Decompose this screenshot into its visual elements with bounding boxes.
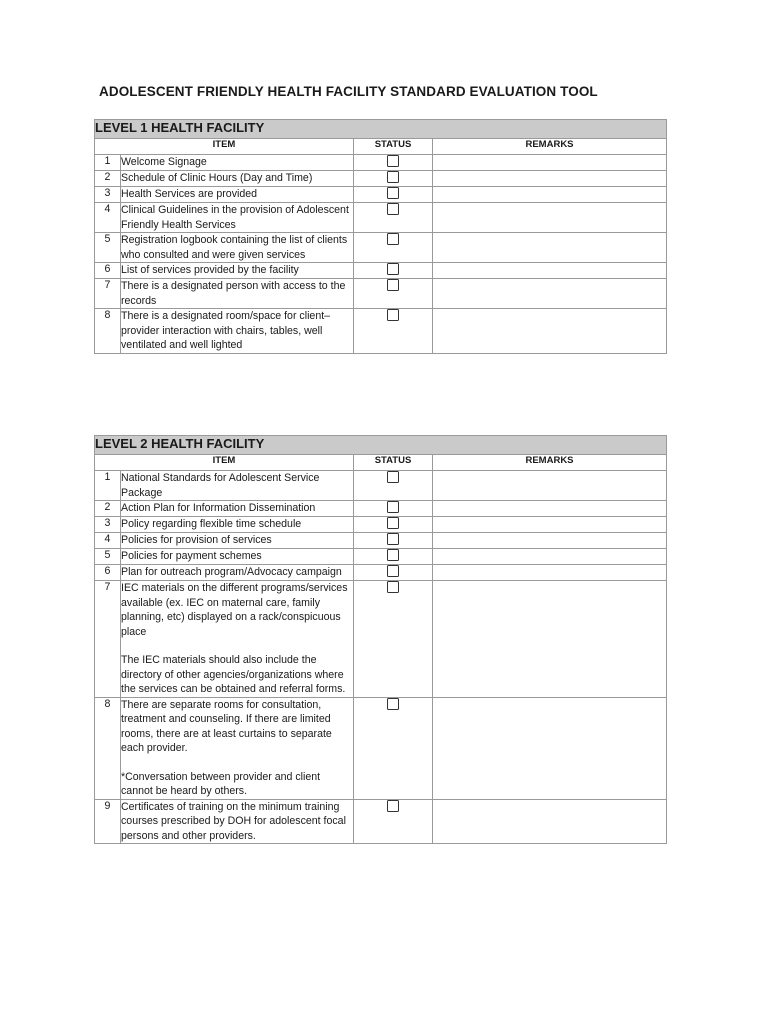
row-number: 6 — [95, 565, 121, 581]
item-description — [121, 203, 354, 233]
item-text: There are separate rooms for consultation, treatment and counseling. If there are limited rooms, there are at least curtains to separate each provider. — [121, 698, 332, 754]
row-number: 4 — [95, 533, 121, 549]
remarks-cell[interactable] — [433, 697, 667, 799]
row-number: 6 — [95, 263, 121, 279]
item-column-header: ITEM — [95, 455, 354, 471]
item-description — [121, 155, 354, 171]
status-cell — [354, 581, 433, 698]
row-number: 5 — [95, 233, 121, 263]
item-description — [121, 581, 354, 698]
table-row — [95, 533, 667, 549]
remarks-cell[interactable] — [433, 517, 667, 533]
status-cell — [354, 697, 433, 799]
remarks-column-header: REMARKS — [433, 139, 667, 155]
item-description — [121, 233, 354, 263]
status-checkbox[interactable] — [387, 309, 399, 321]
row-number: 3 — [95, 187, 121, 203]
status-checkbox[interactable] — [387, 533, 399, 545]
status-cell — [354, 171, 433, 187]
item-text: Certificates of training on the minimum training courses prescribed by DOH for adolescent focal persons and other providers. — [121, 800, 346, 842]
item-text: Policies for payment schemes — [121, 550, 262, 562]
item-text: Action Plan for Information Dissemination — [121, 502, 316, 514]
row-number: 1 — [95, 471, 121, 501]
remarks-cell[interactable] — [433, 501, 667, 517]
table-row — [95, 263, 667, 279]
remarks-cell[interactable] — [433, 581, 667, 698]
row-number: 8 — [95, 309, 121, 354]
remarks-cell[interactable] — [433, 203, 667, 233]
item-text: National Standards for Adolescent Service Package — [121, 472, 320, 499]
remarks-cell[interactable] — [433, 187, 667, 203]
item-text: The IEC materials should also include the directory of other agencies/organizations where the services can be obtained and referral forms. — [121, 654, 346, 695]
table-row — [95, 279, 667, 309]
status-cell — [354, 799, 433, 844]
status-cell — [354, 233, 433, 263]
item-column-header: ITEM — [95, 139, 354, 155]
table-row — [95, 517, 667, 533]
table-row — [95, 309, 667, 354]
row-number: 3 — [95, 517, 121, 533]
level-2-table — [94, 435, 667, 844]
status-checkbox[interactable] — [387, 565, 399, 577]
status-column-header: STATUS — [354, 139, 433, 155]
item-description — [121, 279, 354, 309]
item-description — [121, 549, 354, 565]
item-description — [121, 263, 354, 279]
table-row — [95, 565, 667, 581]
table-row — [95, 187, 667, 203]
status-checkbox[interactable] — [387, 549, 399, 561]
item-description — [121, 309, 354, 354]
status-checkbox[interactable] — [387, 203, 399, 215]
row-number: 7 — [95, 581, 121, 698]
row-number: 9 — [95, 799, 121, 844]
item-description — [121, 533, 354, 549]
status-cell — [354, 565, 433, 581]
item-text: IEC materials on the different programs/services available (ex. IEC on maternal care, family planning, etc) displayed on a rack/conspicuous place — [121, 582, 348, 638]
item-text: Schedule of Clinic Hours (Day and Time) — [121, 172, 313, 184]
item-description — [121, 501, 354, 517]
item-description — [121, 565, 354, 581]
status-checkbox[interactable] — [387, 279, 399, 291]
status-checkbox[interactable] — [387, 263, 399, 275]
remarks-cell[interactable] — [433, 533, 667, 549]
status-cell — [354, 187, 433, 203]
level-1-table — [94, 119, 667, 354]
row-number: 2 — [95, 171, 121, 187]
status-cell — [354, 471, 433, 501]
status-cell — [354, 549, 433, 565]
status-cell — [354, 309, 433, 354]
item-text: Clinical Guidelines in the provision of Adolescent Friendly Health Services — [121, 204, 349, 231]
table-row — [95, 549, 667, 565]
status-cell — [354, 155, 433, 171]
status-cell — [354, 203, 433, 233]
table-row — [95, 203, 667, 233]
item-description — [121, 471, 354, 501]
status-checkbox[interactable] — [387, 698, 399, 710]
table-row — [95, 501, 667, 517]
remarks-cell[interactable] — [433, 233, 667, 263]
item-description — [121, 697, 354, 799]
row-number: 4 — [95, 203, 121, 233]
remarks-cell[interactable] — [433, 309, 667, 354]
item-text: Policies for provision of services — [121, 534, 272, 546]
item-text: Welcome Signage — [121, 156, 207, 168]
table-row — [95, 155, 667, 171]
remarks-cell[interactable] — [433, 565, 667, 581]
status-cell — [354, 501, 433, 517]
status-checkbox[interactable] — [387, 187, 399, 199]
status-cell — [354, 517, 433, 533]
item-description — [121, 799, 354, 844]
status-checkbox[interactable] — [387, 581, 399, 593]
status-checkbox[interactable] — [387, 471, 399, 483]
table-row — [95, 799, 667, 844]
item-text: *Conversation between provider and client cannot be heard by others. — [121, 770, 321, 797]
item-text: Registration logbook containing the list of clients who consulted and were given services — [121, 234, 348, 261]
status-checkbox[interactable] — [387, 501, 399, 513]
table-row — [95, 171, 667, 187]
item-text: Health Services are provided — [121, 188, 258, 200]
level-1-heading: LEVEL 1 HEALTH FACILITY — [95, 120, 667, 139]
table-row — [95, 581, 667, 698]
remarks-cell[interactable] — [433, 155, 667, 171]
status-cell — [354, 263, 433, 279]
level-2-heading: LEVEL 2 HEALTH FACILITY — [95, 436, 667, 455]
row-number: 2 — [95, 501, 121, 517]
row-number: 5 — [95, 549, 121, 565]
status-cell — [354, 533, 433, 549]
row-number: 7 — [95, 279, 121, 309]
table-row — [95, 233, 667, 263]
item-text: Plan for outreach program/Advocacy campaign — [121, 566, 342, 578]
remarks-cell[interactable] — [433, 279, 667, 309]
status-checkbox[interactable] — [387, 171, 399, 183]
item-description — [121, 187, 354, 203]
status-checkbox[interactable] — [387, 800, 399, 812]
remarks-column-header: REMARKS — [433, 455, 667, 471]
item-description — [121, 171, 354, 187]
remarks-cell[interactable] — [433, 799, 667, 844]
remarks-cell[interactable] — [433, 263, 667, 279]
remarks-cell[interactable] — [433, 171, 667, 187]
remarks-cell[interactable] — [433, 549, 667, 565]
row-number: 8 — [95, 697, 121, 799]
remarks-cell[interactable] — [433, 471, 667, 501]
row-number: 1 — [95, 155, 121, 171]
table-row — [95, 697, 667, 799]
document-title: ADOLESCENT FRIENDLY HEALTH FACILITY STANDARD EVALUATION TOOL — [99, 84, 598, 99]
status-checkbox[interactable] — [387, 233, 399, 245]
item-text: There is a designated room/space for client–provider interaction with chairs, tables, well ventilated and well lighted — [121, 310, 331, 351]
status-column-header: STATUS — [354, 455, 433, 471]
status-checkbox[interactable] — [387, 517, 399, 529]
status-checkbox[interactable] — [387, 155, 399, 167]
item-text: There is a designated person with access to the records — [121, 280, 346, 307]
item-text: List of services provided by the facility — [121, 264, 299, 276]
status-cell — [354, 279, 433, 309]
table-row — [95, 471, 667, 501]
item-description — [121, 517, 354, 533]
item-text: Policy regarding flexible time schedule — [121, 518, 302, 530]
